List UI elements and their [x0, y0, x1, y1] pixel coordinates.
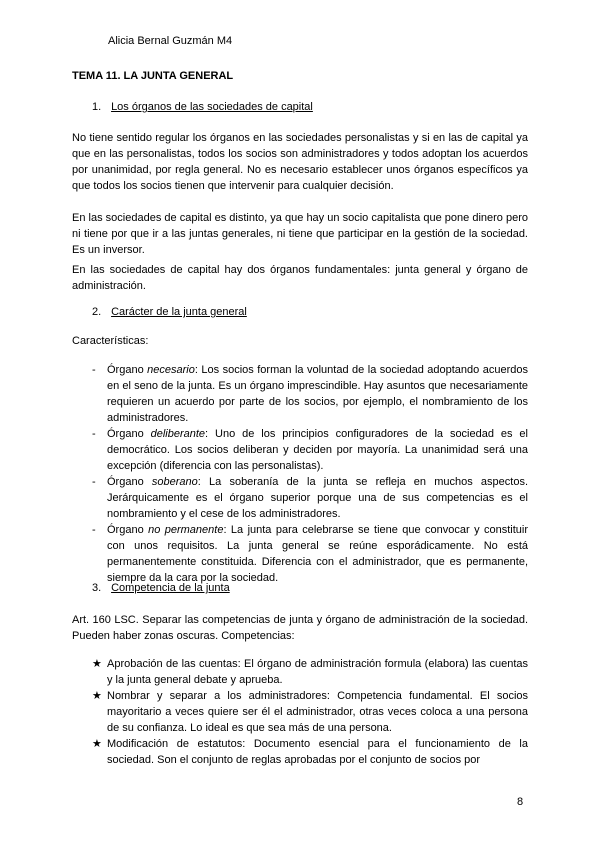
section-number: 3. [92, 582, 102, 594]
paragraph-organos-fundamentales: En las sociedades de capital hay dos órganos fundamentales: junta general y órgano de administración. [72, 264, 528, 292]
item-term: deliberante [150, 428, 206, 440]
list-item: - Órgano soberano: La soberanía de la junta se refleja en muchos aspectos. Jerárquicamente es el órgano superior porque una de sus competencias es el nombramiento y el cese de los administradores. [92, 476, 528, 520]
competencias-list [92, 656, 528, 768]
list-item: ★ Nombrar y separar a los administradores: Competencia fundamental. El socios mayoritario a veces quiere ser él el administrador, otras veces coloca a una persona de su confianza. Lo ideal es que sea más de una persona. [92, 690, 528, 734]
item-term: soberano [151, 476, 198, 488]
list-item: ★ Aprobación de las cuentas: El órgano de administración formula (elabora) las cuentas y la junta general debate y aprueba. [92, 658, 528, 686]
star-icon: ★ [92, 658, 102, 670]
section-heading-3 [92, 582, 230, 594]
dash-marker: - [92, 364, 96, 376]
star-icon: ★ [92, 738, 102, 750]
paragraph-sociedades-capital: En las sociedades de capital es distinto, ya que hay un socio capitalista que pone dinero pero ni tiene por que ir a las juntas generales, ni tiene que participar en la gestión de la sociedad. Es un inversor. [72, 212, 528, 256]
section-title: Los órganos de las sociedades de capital [111, 101, 313, 113]
section-number: 1. [92, 101, 102, 113]
star-icon: ★ [92, 690, 102, 702]
section-title: Carácter de la junta general [111, 306, 247, 318]
paragraph-art-160: Art. 160 LSC. Separar las competencias de junta y órgano de administración de la sociedad. Pueden haber zonas oscuras. Competencias: [72, 614, 528, 642]
list-item: ★ Modificación de estatutos: Documento esencial para el funcionamiento de la sociedad. Son el conjunto de reglas aprobadas por el conjunto de socios por [92, 738, 528, 766]
characteristics-list [92, 362, 528, 586]
section-heading-1 [92, 101, 313, 113]
list-item: - Órgano necesario: Los socios forman la voluntad de la sociedad adoptando acuerdos en el seno de la junta. Es un órgano imprescindible. Hay asuntos que necesariamente requieren un acuerdo por parte de los socios, por ejemplo, el nombramiento de los administradores. [92, 364, 529, 424]
page-number: 8 [517, 796, 524, 808]
paragraph-organos-personalistas: No tiene sentido regular los órganos en las sociedades personalistas y si en las de capital ya que en las personalistas, todos los socios son administradores y todos adoptan los acuerdos por unanimidad, por regla general. No es necesario establecer unos órganos específicos ya que todos los socios tienen que intervenir para cualquier decisión. [72, 132, 528, 192]
list-item: - Órgano deliberante: Uno de los principios configuradores de la sociedad es el democrático. Los socios deliberan y deciden por mayoría. La unanimidad será una excepción (diferencia con las personalistas). [92, 428, 528, 472]
dash-marker: - [92, 428, 96, 440]
section-title: Competencia de la junta [111, 582, 230, 594]
section-number: 2. [92, 306, 102, 318]
document-title: TEMA 11. LA JUNTA GENERAL [72, 70, 234, 82]
item-term: necesario [147, 364, 195, 376]
header-author: Alicia Bernal Guzmán M4 [108, 35, 233, 47]
list-item: - Órgano no permanente: La junta para celebrarse se tiene que convocar y constituir con unos requisitos. La junta general se reúne esporádicamente. No está permanentemente constituida. Diferencia con el administrador, que es permanente, siempre da la cara por la sociedad. [92, 524, 529, 584]
dash-marker: - [92, 524, 96, 536]
caracteristicas-label: Características: [72, 335, 149, 347]
dash-marker: - [92, 476, 96, 488]
section-heading-2 [92, 306, 247, 318]
item-term: no permanente [148, 524, 224, 536]
